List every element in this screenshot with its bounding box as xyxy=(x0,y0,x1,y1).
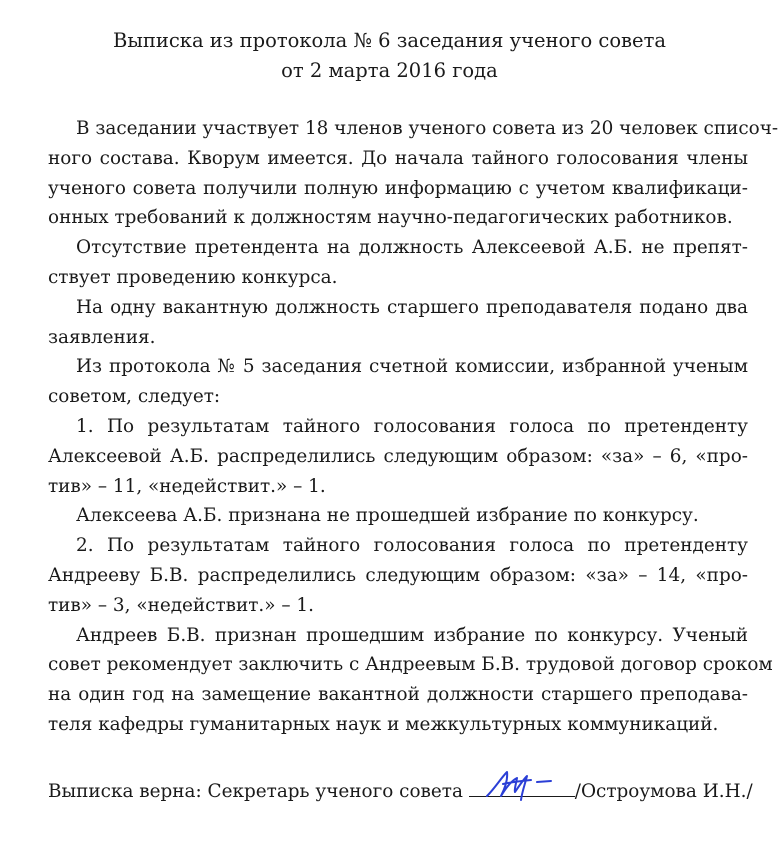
text-line: Андреев Б.В. признан прошедшим избрание по конкурсу. Ученый xyxy=(76,624,748,646)
text-line: на один год на замещение вакантной должности старшего преподава- xyxy=(48,684,748,706)
paragraph xyxy=(48,352,748,412)
text-line: ствует проведению конкурса. xyxy=(48,266,338,288)
text-line: На одну вакантную должность старшего преподавателя подано два xyxy=(76,296,748,318)
text-line: ученого совета получили полную информацию с учетом квалификаци- xyxy=(48,177,748,199)
certification-prefix: Выписка верна: Секретарь ученого совета xyxy=(48,781,469,802)
text-line: онных требований к должностям научно-педагогических работников. xyxy=(48,207,733,229)
text-line: 1. По результатам тайного голосования голоса по претенденту xyxy=(76,415,748,437)
paragraph xyxy=(48,412,748,501)
text-line: Отсутствие претендента на должность Алексеевой А.Б. не препят- xyxy=(76,237,748,259)
text-line: 2. По результатам тайного голосования голоса по претенденту xyxy=(76,535,748,557)
text-line: тив» – 3, «недействит.» – 1. xyxy=(48,594,314,616)
text-line: заявления. xyxy=(48,326,156,348)
text-line: ного состава. Кворум имеется. До начала тайного голосования члены xyxy=(48,147,748,169)
paragraph xyxy=(48,531,748,620)
certification-line xyxy=(48,777,753,807)
signature-line xyxy=(469,778,575,797)
text-line: Алексеева А.Б. признана не прошедшей избрание по конкурсу. xyxy=(76,505,699,527)
document-body xyxy=(48,114,779,740)
text-line: В заседании участвует 18 членов ученого совета из 20 человек списоч- xyxy=(76,118,779,139)
text-line: совет рекомендует заключить с Андреевым Б.В. трудовой договор сроком xyxy=(48,654,773,676)
paragraph xyxy=(48,233,748,293)
text-line: тив» – 11, «недействит.» – 1. xyxy=(48,475,326,497)
secretary-name: /Остроумова И.Н./ xyxy=(574,781,753,802)
text-line: Андрееву Б.В. распределились следующим образом: «за» – 14, «про- xyxy=(48,564,748,586)
document-date: от 2 марта 2016 года xyxy=(281,59,498,82)
paragraph xyxy=(48,501,748,531)
paragraph xyxy=(48,293,748,353)
paragraph xyxy=(48,621,773,740)
text-line: теля кафедры гуманитарных наук и межкультурных коммуникаций. xyxy=(48,713,719,735)
text-line: советом, следует: xyxy=(48,386,221,408)
text-line: Из протокола № 5 заседания счетной комиссии, избранной ученым xyxy=(76,356,748,378)
signature-mark xyxy=(481,766,571,802)
paragraph xyxy=(48,114,779,233)
text-line: Алексеевой А.Б. распределились следующим образом: «за» – 6, «про- xyxy=(48,445,748,467)
document-title: Выписка из протокола № 6 заседания ученого совета xyxy=(113,29,666,52)
